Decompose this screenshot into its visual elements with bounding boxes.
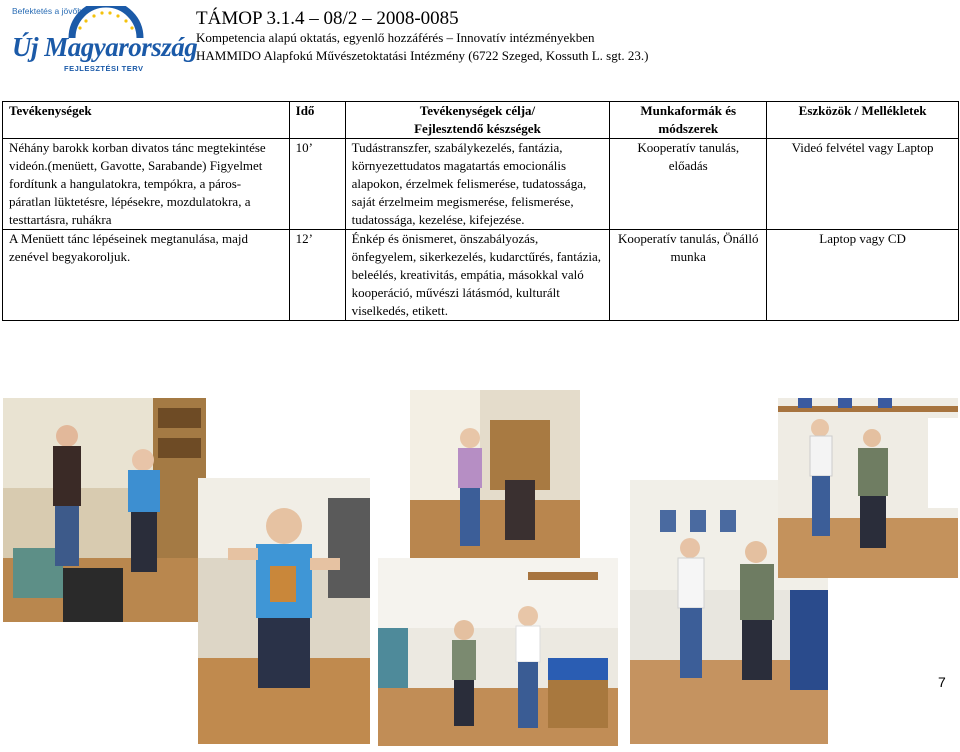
header-activities: Tevékenységek xyxy=(3,102,290,139)
header-methods xyxy=(610,102,767,139)
header-goals-line1: Tevékenységek célja/ xyxy=(419,103,536,118)
logo-tagline: Befektetés a jövőbe xyxy=(12,6,87,16)
table-row xyxy=(3,139,959,230)
page-number: 7 xyxy=(938,674,946,690)
logo xyxy=(8,6,198,74)
row1-time: 10’ xyxy=(289,139,345,230)
header-goals xyxy=(345,102,610,139)
project-title: TÁMOP 3.1.4 – 08/2 – 2008-0085 xyxy=(196,8,459,29)
row1-activity: Néhány barokk korban divatos tánc megtekintése videón.(menüett, Gavotte, Sarabande) Figyelmet fordítunk a hangulatokra, tempókra, a páros-páratlan lüktetésre, lépésekre, mozdulatokra, a testtartásra, ruhákra xyxy=(3,139,290,230)
row2-goal: Énkép és önismeret, önszabályozás, önfegyelem, sikerkezelés, kudarctűrés, fantázia, beleélés, kreativitás, empátia, másokkal való kooperáció, művészi látásmód, kulturált viselkedés, etikett. xyxy=(345,230,610,321)
row2-tools: Laptop vagy CD xyxy=(767,230,959,321)
document-header xyxy=(196,8,956,64)
header-methods-line1: Munkaformák és xyxy=(640,103,737,118)
logo-brand: Új Magyarország xyxy=(12,32,198,62)
header-tools: Eszközök / Mellékletek xyxy=(767,102,959,139)
photo-boy-dancing xyxy=(198,478,370,744)
activity-table xyxy=(2,101,959,321)
logo-subtitle: FEJLESZTÉSI TERV xyxy=(64,64,144,73)
row1-goal: Tudástranszfer, szabálykezelés, fantázia, környezettudatos magatartás emocionális alapokon, érzelmek felismerése, tudatossága, saját érzelmeim megismerése, felismerése, tudatossága, kezelése, kifejezése. xyxy=(345,139,610,230)
row1-tools: Videó felvétel vagy Laptop xyxy=(767,139,959,230)
institution-name: HAMMIDO Alapfokú Művészetoktatási Intézmény (6722 Szeged, Kossuth L. sgt. 23.) xyxy=(196,48,649,63)
header-methods-line2: módszerek xyxy=(658,121,719,136)
row1-method: Kooperatív tanulás, előadás xyxy=(610,139,767,230)
table-header-row xyxy=(3,102,959,139)
photo-pair-dancing-bench xyxy=(378,558,618,746)
photo-dance-practice xyxy=(3,398,206,622)
photo-teacher-and-girl xyxy=(410,390,580,558)
row2-activity: A Menüett tánc lépéseinek megtanulása, majd zenével begyakoroljuk. xyxy=(3,230,290,321)
table-row xyxy=(3,230,959,321)
photo-pair-dancing-corner xyxy=(778,398,958,578)
header-time: Idő xyxy=(289,102,345,139)
header-goals-line2: Fejlesztendő készségek xyxy=(414,121,541,136)
row2-method: Kooperatív tanulás, Önálló munka xyxy=(610,230,767,321)
row2-time: 12’ xyxy=(289,230,345,321)
project-subtitle: Kompetencia alapú oktatás, egyenlő hozzáférés – Innovatív intézményekben xyxy=(196,30,595,45)
